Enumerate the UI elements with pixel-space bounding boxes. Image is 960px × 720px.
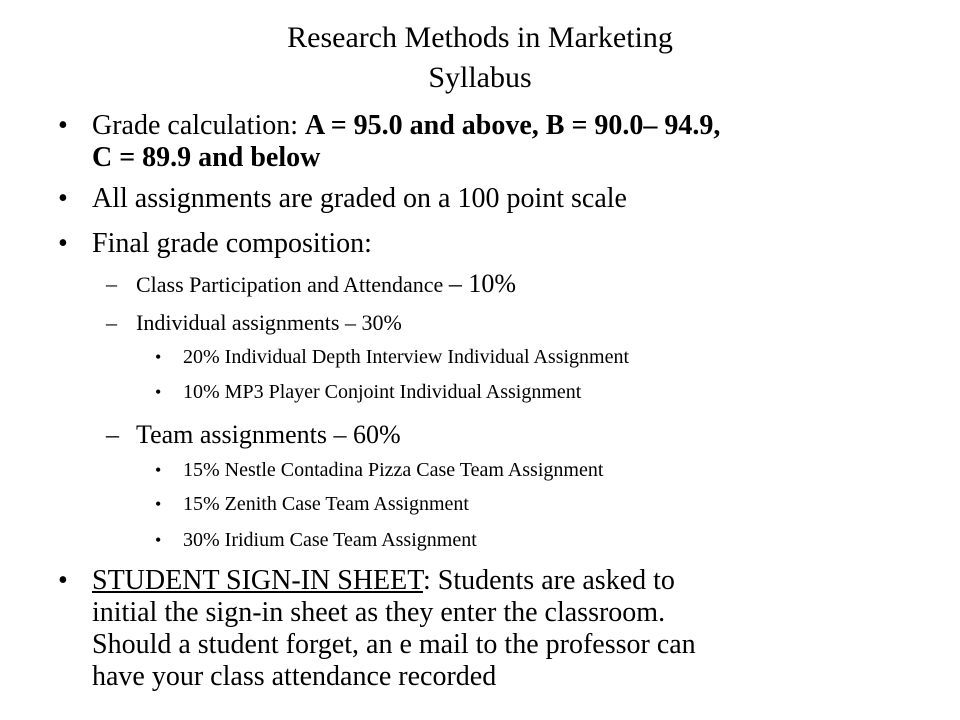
slide-title	[0, 18, 960, 98]
dash-icon: –	[106, 271, 117, 296]
title-line-1: Research Methods in Marketing	[287, 21, 673, 54]
team-sub-item-text: 15% Zenith Case Team Assignment	[183, 493, 469, 515]
participation-label: Class Participation and Attendance	[136, 272, 449, 297]
dash-icon: –	[106, 420, 119, 449]
bullet-icon: •	[58, 228, 68, 259]
sign-in-sheet-text	[92, 565, 912, 693]
grade-calculation-text	[92, 110, 912, 174]
grade-scale-line-1: A = 95.0 and above, B = 90.0– 94.9,	[305, 110, 721, 141]
bullet-icon: •	[155, 530, 162, 550]
bullet-icon: •	[155, 460, 162, 480]
team-sub-item-text: 15% Nestle Contadina Pizza Case Team Assignment	[183, 459, 604, 481]
bullet-icon: •	[155, 494, 162, 514]
individual-sub-item-text: 20% Individual Depth Interview Individual Assignment	[183, 346, 630, 368]
participation-text	[136, 270, 896, 299]
sign-in-line-1: : Students are asked to	[422, 565, 675, 596]
sign-in-line-4: have your class attendance recorded	[92, 661, 497, 692]
sign-in-sheet-heading: STUDENT SIGN-IN SHEET	[92, 565, 423, 596]
team-sub-item-text: 30% Iridium Case Team Assignment	[183, 529, 477, 551]
title-line-2: Syllabus	[428, 61, 532, 94]
sign-in-line-2: initial the sign-in sheet as they enter the classroom.	[92, 597, 666, 628]
bullet-icon: •	[58, 183, 68, 214]
grade-scale-line-2: C = 89.9 and below	[92, 142, 321, 173]
grade-calculation-lead: Grade calculation:	[92, 110, 306, 141]
individual-sub-item-text: 10% MP3 Player Conjoint Individual Assignment	[183, 381, 582, 403]
team-assignments-text: Team assignments – 60%	[136, 420, 401, 449]
bullet-icon: •	[58, 565, 68, 596]
dash-icon: –	[106, 310, 117, 335]
bullet-icon: •	[58, 110, 68, 141]
point-scale-text: All assignments are graded on a 100 point scale	[92, 183, 627, 214]
individual-assignments-text: Individual assignments – 30%	[136, 310, 402, 335]
participation-percent: – 10%	[448, 269, 516, 298]
bullet-icon: •	[155, 347, 162, 367]
sign-in-line-3: Should a student forget, an e mail to the professor can	[92, 629, 696, 660]
final-grade-composition-text: Final grade composition:	[92, 228, 372, 259]
bullet-icon: •	[155, 382, 162, 402]
